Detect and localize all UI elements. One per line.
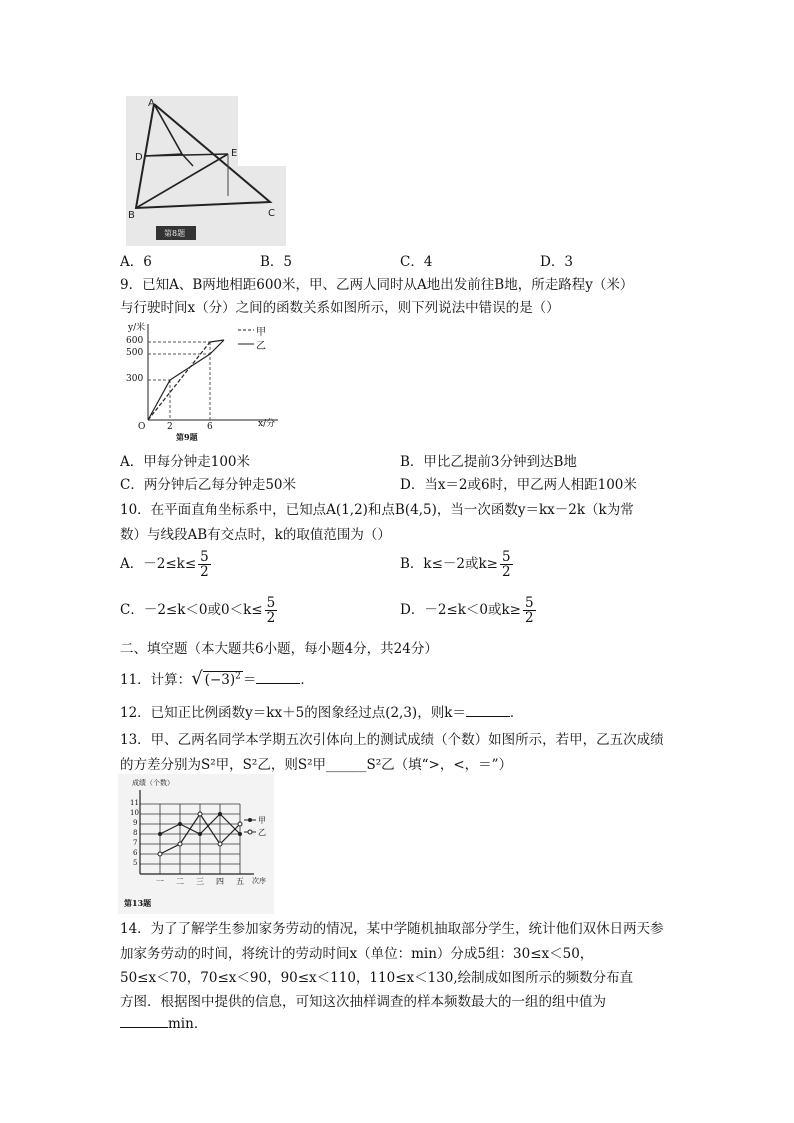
q13-text-line1: 13．甲、乙两名同学本学期五次引体向上的测试成绩（个数）如图所示，若甲，乙五次成绩 bbox=[120, 732, 664, 748]
q9-option-b: B．甲比乙提前3分钟到达B地 bbox=[400, 454, 577, 470]
sqrt-sign: √ bbox=[191, 668, 203, 689]
q11-equals: ＝ bbox=[242, 672, 257, 688]
q14-line2: 加家务劳动的时间，将统计的劳动时间x（单位：min）分成5组：30≤x＜50， bbox=[120, 946, 594, 962]
svg-text:B: B bbox=[128, 210, 135, 221]
q9-legend-yi: 乙 bbox=[256, 341, 266, 352]
q11 bbox=[120, 668, 314, 689]
q14-line4: 方图．根据图中提供的信息，可知这次抽样调查的样本频数最大的一组的组中值为 bbox=[120, 994, 606, 1010]
fraction-denominator: 2 bbox=[525, 610, 534, 626]
fraction-numerator: 5 bbox=[200, 549, 209, 565]
q9-xlabel: x/分 bbox=[258, 419, 276, 429]
q8-figure bbox=[118, 96, 286, 246]
q9-legend-jia: 甲 bbox=[256, 327, 266, 338]
svg-text:E: E bbox=[231, 148, 238, 159]
section-heading: 二、填空题（本大题共6小题，每小题4分，共24分） bbox=[120, 641, 438, 657]
q13-ytick: 7 bbox=[133, 839, 138, 847]
q12-end: ． bbox=[509, 705, 524, 721]
q9-caption: 第9题 bbox=[176, 432, 198, 442]
fraction-denominator: 2 bbox=[200, 564, 209, 580]
q13-ytick: 8 bbox=[133, 829, 138, 837]
q9-text-line1: 9．已知A、B两地相距600米，甲、乙两人同时从A地出发前往B地，所走路程y（米） bbox=[120, 277, 634, 293]
q13-xtick: 四 bbox=[216, 877, 224, 886]
answer-blank[interactable] bbox=[120, 1015, 168, 1028]
fraction-denominator: 2 bbox=[502, 564, 511, 580]
q13-text-line2: 的方差分别为S²甲，S²乙，则S²甲______S²乙（填“>，<，＝”） bbox=[120, 757, 513, 773]
q10-option-c bbox=[120, 596, 279, 625]
q9-ytick-500: 500 bbox=[126, 348, 144, 358]
q11-prefix: 11．计算： bbox=[120, 672, 192, 688]
q13-xtick: 三 bbox=[196, 877, 204, 886]
fraction-5-2 bbox=[265, 596, 278, 625]
q13-legend-jia: 甲 bbox=[258, 816, 266, 825]
q13-ytick: 10 bbox=[130, 809, 139, 817]
q13-ylabel: 成绩（个数） bbox=[132, 779, 174, 787]
q13-figure bbox=[118, 774, 274, 914]
fraction-numerator: 5 bbox=[502, 549, 511, 565]
figure-caption: 第8题 bbox=[164, 229, 186, 238]
q10-text-line2: 数）与线段AB有交点时，k的取值范围为（） bbox=[120, 527, 391, 543]
q10-option-b bbox=[400, 550, 515, 579]
q13-ytick: 6 bbox=[133, 849, 138, 857]
q14-line3: 50≤x＜70，70≤x＜90，90≤x＜110，110≤x＜130,绘制成如图所示的频数分布直 bbox=[120, 970, 634, 986]
q13-xlabel: 次序 bbox=[252, 877, 266, 885]
q9-ytick-300: 300 bbox=[126, 374, 144, 384]
q9-option-c: C．两分钟后乙每分钟走50米 bbox=[120, 477, 297, 493]
answer-blank[interactable] bbox=[256, 671, 300, 684]
q10-text-line1: 10．在平面直角坐标系中，已知点A(1,2)和点B(4,5)，当一次函数y＝kx－2k（k为常 bbox=[120, 502, 634, 518]
q9-figure bbox=[118, 318, 288, 446]
q10-option-d bbox=[400, 596, 538, 625]
q8-option-d: D．3 bbox=[540, 254, 573, 270]
q9-xtick-2: 2 bbox=[167, 422, 173, 432]
q9-text-line2: 与行驶时间x（分）之间的函数关系如图所示，则下列说法中错误的是（） bbox=[120, 300, 560, 316]
q14-line1: 14．为了了解学生参加家务劳动的情况，某中学随机抽取部分学生，统计他们双休日两天参 bbox=[120, 921, 664, 937]
fraction-numerator: 5 bbox=[525, 595, 534, 611]
svg-text:C: C bbox=[268, 208, 275, 219]
q12-text: 12．已知正比例函数y＝kx＋5的图象经过点(2,3)，则k＝ bbox=[120, 705, 466, 721]
q13-ytick: 11 bbox=[130, 799, 139, 807]
fraction-denominator: 2 bbox=[266, 610, 276, 626]
q9-ylabel: y/米 bbox=[128, 323, 146, 333]
fraction-5-2 bbox=[198, 550, 211, 579]
q9-option-d: D．当x＝2或6时，甲乙两人相距100米 bbox=[400, 477, 637, 493]
q13-xtick: 一 bbox=[156, 877, 164, 886]
q13-xtick: 五 bbox=[236, 877, 244, 886]
q11-end: ． bbox=[300, 672, 314, 688]
exponent: 2 bbox=[235, 671, 241, 682]
triangle-diagram bbox=[118, 96, 286, 246]
q9-ytick-600: 600 bbox=[126, 336, 144, 346]
q12 bbox=[120, 701, 523, 721]
q10-option-c-text: C．－2≤k＜0或0＜k≤ bbox=[120, 602, 263, 618]
sqrt-radicand bbox=[203, 671, 243, 688]
q8-option-b: B．5 bbox=[260, 254, 293, 270]
q13-line-chart bbox=[118, 774, 274, 914]
q10-option-a-text: A．－2≤k≤ bbox=[120, 556, 197, 572]
q13-xtick: 二 bbox=[176, 877, 184, 886]
q8-option-c: C．4 bbox=[400, 254, 433, 270]
q9-xtick-6: 6 bbox=[207, 422, 213, 432]
radicand-text: (−3) bbox=[204, 672, 236, 688]
q9-option-a: A．甲每分钟走100米 bbox=[120, 454, 251, 470]
svg-text:A: A bbox=[148, 98, 155, 109]
q8-option-a: A．6 bbox=[120, 254, 152, 270]
q10-option-d-text: D．－2≤k＜0或k≥ bbox=[400, 602, 521, 618]
svg-text:D: D bbox=[135, 152, 143, 163]
q14-unit: min． bbox=[168, 1016, 208, 1032]
answer-blank[interactable] bbox=[466, 704, 510, 717]
q13-ytick: 5 bbox=[133, 859, 138, 867]
q13-ytick: 9 bbox=[133, 819, 138, 827]
q9-xtick-origin: O bbox=[138, 422, 146, 432]
q14-line5 bbox=[120, 1012, 207, 1032]
q13-legend-yi: 乙 bbox=[258, 828, 266, 837]
q13-caption: 第13题 bbox=[124, 898, 152, 908]
fraction-numerator: 5 bbox=[266, 595, 276, 611]
q10-option-a bbox=[120, 550, 213, 579]
fraction-5-2 bbox=[500, 550, 513, 579]
fraction-5-2 bbox=[523, 596, 536, 625]
q10-option-b-text: B．k≤－2或k≥ bbox=[400, 556, 498, 572]
